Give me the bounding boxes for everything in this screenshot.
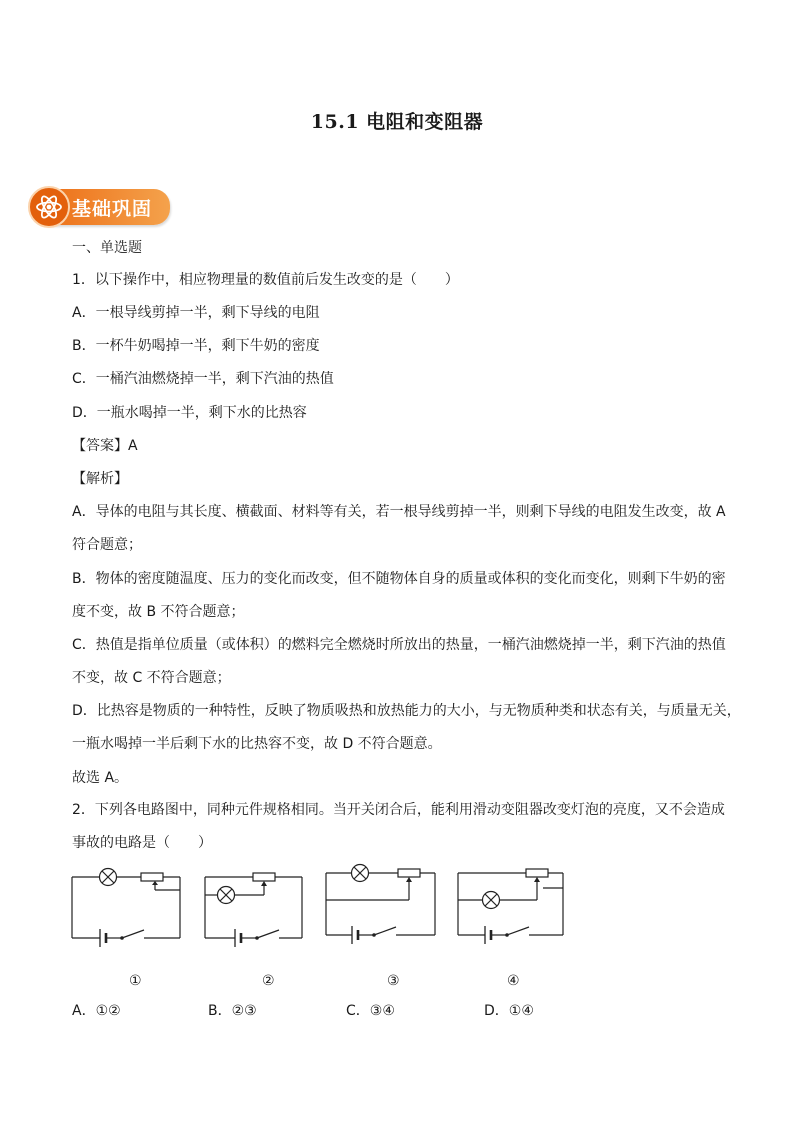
q1-conclusion: 故选 A。 — [72, 770, 129, 786]
q2-stem-line: 2．下列各电路图中，同种元件规格相同。当开关闭合后，能利用滑动变阻器改变灯泡的亮度，又不会造成 — [72, 802, 725, 818]
q2-stem-line: 事故的电路是（ ） — [72, 835, 212, 851]
q1-analysis-line: 一瓶水喝掉一半后剩下水的比热容不变，故 D 不符合题意。 — [72, 736, 442, 752]
q1-option-d: D．一瓶水喝掉一半，剩下水的比热容 — [72, 405, 307, 421]
q1-analysis-line: 符合题意； — [72, 537, 142, 553]
q1-analysis-title: 【解析】 — [72, 471, 128, 487]
q1-option-b: B．一杯牛奶喝掉一半，剩下牛奶的密度 — [72, 338, 320, 354]
banner-label: 基础巩固 — [72, 198, 153, 220]
circuit-2 — [205, 877, 302, 938]
q1-option-a: A．一根导线剪掉一半，剩下导线的电阻 — [72, 305, 320, 321]
q1-stem: 1．以下操作中，相应物理量的数值前后发生改变的是（ ） — [72, 272, 459, 288]
q1-analysis-line: A．导体的电阻与其长度、横截面、材料等有关，若一根导线剪掉一半，则剩下导线的电阻发生改变，故 A — [72, 504, 726, 520]
q2-option-d: D．①④ — [484, 1003, 534, 1019]
section-heading: 一、单选题 — [72, 240, 142, 256]
q1-analysis-line: 度不变，故 B 不符合题意； — [72, 604, 245, 620]
q1-option-c: C．一桶汽油燃烧掉一半，剩下汽油的热值 — [72, 371, 334, 387]
q1-answer: 【答案】A — [72, 438, 138, 454]
circuit-3 — [326, 873, 435, 935]
q2-option-a: A．①② — [72, 1003, 121, 1019]
q2-option-c: C．③④ — [346, 1003, 395, 1019]
circuit-1 — [72, 877, 180, 938]
q1-analysis-line: 不变，故 C 不符合题意； — [72, 670, 231, 686]
circuit-label-4: ④ — [507, 973, 520, 989]
q1-analysis-line: C．热值是指单位质量（或体积）的燃料完全燃烧时所放出的热量，一桶汽油燃烧掉一半，剩下汽油的热值 — [72, 637, 726, 653]
section-banner — [28, 186, 170, 228]
atom-icon — [28, 186, 70, 228]
circuit-label-3: ③ — [387, 973, 400, 989]
page-title: 15.1 电阻和变阻器 — [310, 111, 484, 133]
circuit-diagrams — [60, 860, 740, 1000]
circuit-4 — [458, 873, 563, 935]
circuit-label-1: ① — [129, 973, 142, 989]
q1-analysis-line: B．物体的密度随温度、压力的变化而改变，但不随物体自身的质量或体积的变化而变化，则剩下牛奶的密 — [72, 571, 726, 587]
q1-analysis-line: D．比热容是物质的一种特性，反映了物质吸热和放热能力的大小，与无物质种类和状态有关，与质量无关， — [72, 703, 741, 719]
q2-option-b: B．②③ — [208, 1003, 257, 1019]
circuit-label-2: ② — [262, 973, 275, 989]
